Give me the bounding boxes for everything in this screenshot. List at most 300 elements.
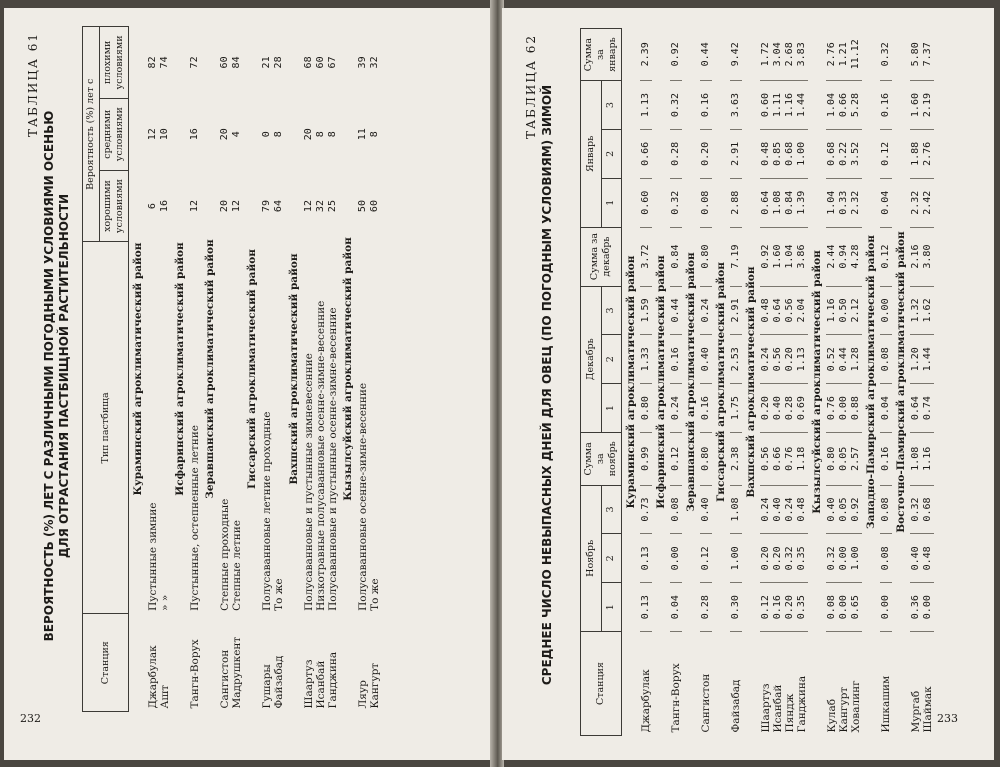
table-row <box>147 27 159 712</box>
region-heading: Западно-Памирский агроклиматический район <box>865 235 877 529</box>
header-january: Январь <box>581 81 602 227</box>
value-cell-jan-d2: 0.85 <box>772 129 784 178</box>
table-62-title-line1: СРЕДНЕЕ ЧИСЛО НЕВЫПАСНЫХ ДНЕЙ ДЛЯ ОВЕЦ (ПО ПОГОДНЫМ УСЛОВИЯМ) ЗИМОЙ <box>540 84 554 686</box>
station-cell: Исанбай <box>772 684 784 733</box>
table-61-title-line1: ВЕРОЯТНОСТЬ (%) ЛЕТ С РАЗЛИЧНЫМИ ПОГОДНЫМИ УСЛОВИЯМИ ОСЕНЬЮ <box>42 110 56 642</box>
value-cell-jan-d2: 0.68 <box>784 129 796 178</box>
value-cell-nov-d2: 0.20 <box>772 534 784 583</box>
table-row <box>189 27 201 712</box>
header-dec-decade-2: 2 <box>601 335 622 384</box>
value-cell-dec-d1: 0.24 <box>670 384 682 433</box>
table-61 <box>82 26 381 712</box>
value-cell-nov-d1: 0.13 <box>640 583 652 632</box>
medium-value-cell: 11 <box>357 128 368 141</box>
value-cell-jan-sum: 0.92 <box>670 29 682 81</box>
value-cell-dec-d2: 1.28 <box>850 335 862 384</box>
header-pasture-type: Тип пастбища <box>83 242 129 614</box>
table-row <box>850 29 862 736</box>
value-cell-dec-d3: 2.04 <box>796 286 808 335</box>
table-62 <box>580 28 934 736</box>
value-cell-jan-d1: 0.84 <box>784 178 796 227</box>
station-cell: Шаартуз <box>303 659 315 709</box>
table-61-title-line2: ДЛЯ ОТРАСТАНИЯ ПАСТБИЩНОЙ РАСТИТЕЛЬНОСТИ <box>57 193 71 559</box>
value-cell-dec-d1: 0.76 <box>826 384 838 433</box>
bad-value-cell: 84 <box>231 56 242 69</box>
header-nov-decade-1: 1 <box>601 583 622 632</box>
bad-value-cell: 60 <box>219 56 230 69</box>
station-cell: Тангн-Ворух <box>189 639 201 709</box>
station-cell: Кангурт <box>369 662 381 709</box>
value-cell-jan-sum: 0.32 <box>880 29 892 81</box>
region-heading: Гиссарский агроклиматический район <box>246 249 258 489</box>
value-cell-nov-d1: 0.04 <box>670 583 682 632</box>
value-cell-nov-d3: 0.24 <box>784 485 796 534</box>
region-row <box>892 29 910 736</box>
good-value-cell: 20 <box>219 200 230 213</box>
medium-value-cell: 20 <box>303 128 314 141</box>
value-cell-jan-d1: 0.32 <box>670 178 682 227</box>
table-row <box>303 27 315 712</box>
value-cell-jan-d1: 2.42 <box>922 178 934 227</box>
station-cell: Шаймак <box>922 686 934 733</box>
value-cell-nov-sum: 0.80 <box>826 433 838 486</box>
value-cell-jan-d3: 0.66 <box>838 81 850 130</box>
value-cell-nov-sum: 1.18 <box>796 433 808 486</box>
good-value-cell: 6 <box>147 203 158 210</box>
pasture-type-cell: Полусаванновые и пустынные осенне-зимне-весенние <box>327 307 339 611</box>
right-page <box>502 8 994 760</box>
station-cell: Джарбулак <box>147 645 159 709</box>
value-cell-jan-sum: 5.80 <box>910 29 922 81</box>
medium-value-cell: 12 <box>147 128 158 141</box>
value-cell-dec-d2: 1.13 <box>796 335 808 384</box>
station-cell: Мургаб <box>910 690 922 733</box>
value-cell-dec-d3: 0.24 <box>700 286 712 335</box>
value-cell-jan-sum: 2.39 <box>640 29 652 81</box>
value-cell-nov-d3: 0.48 <box>796 485 808 534</box>
value-cell-nov-d2: 0.32 <box>826 534 838 583</box>
value-cell-dec-d1: 0.16 <box>700 384 712 433</box>
value-cell-nov-d3: 0.08 <box>880 485 892 534</box>
good-value-cell: 12 <box>231 200 242 213</box>
value-cell-jan-d1: 2.88 <box>730 178 742 227</box>
value-cell-nov-d1: 0.30 <box>730 583 742 632</box>
bad-value-cell: 68 <box>303 56 314 69</box>
header-good-conditions: хорошими условиями <box>100 170 129 242</box>
value-cell-jan-d2: 2.91 <box>730 129 742 178</box>
value-cell-jan-d1: 2.32 <box>850 178 862 227</box>
value-cell-jan-d2: 0.22 <box>838 129 850 178</box>
value-cell-dec-d2: 0.20 <box>784 335 796 384</box>
left-page <box>4 8 494 760</box>
station-cell: Сангистон <box>219 649 231 709</box>
station-cell: Ишкашим <box>880 675 892 733</box>
region-row <box>171 27 189 712</box>
value-cell-nov-d2: 0.12 <box>700 534 712 583</box>
value-cell-dec-d3: 0.56 <box>784 286 796 335</box>
medium-value-cell: 8 <box>315 131 326 138</box>
pasture-type-cell: Полусаванновые осенне-зимне-весенние <box>357 382 369 611</box>
medium-value-cell: 8 <box>369 131 380 138</box>
medium-value-cell: 20 <box>219 128 230 141</box>
table-row <box>219 27 231 712</box>
region-heading: Вахшский агроклиматический район <box>745 266 757 498</box>
value-cell-jan-d1: 1.39 <box>796 178 808 227</box>
value-cell-nov-d3: 0.05 <box>838 485 850 534</box>
value-cell-nov-d2: 0.13 <box>640 534 652 583</box>
value-cell-nov-sum: 2.38 <box>730 433 742 486</box>
value-cell-dec-d1: 0.40 <box>772 384 784 433</box>
table-61-body <box>129 27 382 712</box>
table-62-body <box>622 29 935 736</box>
value-cell-nov-sum: 0.66 <box>772 433 784 486</box>
value-cell-dec-d2: 0.52 <box>826 335 838 384</box>
bad-value-cell: 74 <box>159 56 170 69</box>
station-cell: Исанбай <box>315 660 327 709</box>
value-cell-nov-sum: 0.76 <box>784 433 796 486</box>
header-probability-group: Вероятность (%) лет с <box>83 27 100 242</box>
value-cell-dec-sum: 0.92 <box>760 227 772 286</box>
value-cell-dec-d2: 1.20 <box>910 335 922 384</box>
station-cell: Мадрушкент <box>231 636 243 709</box>
value-cell-nov-sum: 0.05 <box>838 433 850 486</box>
bad-value-cell: 39 <box>357 56 368 69</box>
table-row <box>231 27 243 712</box>
value-cell-nov-d1: 0.00 <box>922 583 934 632</box>
value-cell-jan-d2: 0.68 <box>826 129 838 178</box>
value-cell-jan-d1: 0.60 <box>640 178 652 227</box>
pasture-type-cell: То же <box>273 578 285 611</box>
header-jan-decade-3: 3 <box>601 81 622 130</box>
station-cell: Кангурт <box>838 686 850 733</box>
value-cell-jan-d2: 0.66 <box>640 129 652 178</box>
station-cell: Гушары <box>261 664 273 709</box>
value-cell-jan-d3: 1.13 <box>640 81 652 130</box>
value-cell-nov-d2: 1.00 <box>850 534 862 583</box>
table-row <box>730 29 742 736</box>
value-cell-jan-d3: 0.32 <box>670 81 682 130</box>
value-cell-jan-sum: 3.83 <box>796 29 808 81</box>
value-cell-dec-sum: 3.86 <box>796 227 808 286</box>
value-cell-jan-d2: 1.00 <box>796 129 808 178</box>
value-cell-dec-d1: 0.74 <box>922 384 934 433</box>
value-cell-jan-sum: 0.44 <box>700 29 712 81</box>
value-cell-dec-d3: 1.16 <box>826 286 838 335</box>
station-cell: Сангистон <box>700 673 712 733</box>
value-cell-nov-d1: 0.36 <box>910 583 922 632</box>
table-row <box>880 29 892 736</box>
value-cell-dec-d3: 0.00 <box>880 286 892 335</box>
station-cell: Ховалинг <box>850 680 862 733</box>
value-cell-dec-sum: 3.80 <box>922 227 934 286</box>
station-cell: Ашт <box>159 684 171 709</box>
value-cell-dec-d1: 0.88 <box>850 384 862 433</box>
table-row <box>315 27 327 712</box>
value-cell-nov-d1: 0.28 <box>700 583 712 632</box>
value-cell-dec-d3: 1.59 <box>640 286 652 335</box>
value-cell-dec-d3: 2.12 <box>850 286 862 335</box>
value-cell-jan-sum: 1.21 <box>838 29 850 81</box>
value-cell-jan-sum: 11.12 <box>850 29 862 81</box>
good-value-cell: 64 <box>273 200 284 213</box>
value-cell-dec-d2: 0.08 <box>880 335 892 384</box>
pasture-type-cell: Полусаванновые и пустынные зимневесенние <box>303 353 315 611</box>
medium-value-cell: 8 <box>327 131 338 138</box>
value-cell-jan-sum: 7.37 <box>922 29 934 81</box>
value-cell-jan-d3: 2.19 <box>922 81 934 130</box>
value-cell-nov-d2: 0.20 <box>760 534 772 583</box>
pasture-type-cell: То же <box>369 578 381 611</box>
value-cell-jan-d1: 0.08 <box>700 178 712 227</box>
value-cell-jan-d3: 5.28 <box>850 81 862 130</box>
value-cell-nov-d2: 0.00 <box>838 534 850 583</box>
bad-value-cell: 67 <box>327 56 338 69</box>
good-value-cell: 32 <box>315 200 326 213</box>
value-cell-nov-d3: 0.68 <box>922 485 934 534</box>
value-cell-jan-d3: 1.16 <box>784 81 796 130</box>
value-cell-jan-d3: 0.60 <box>760 81 772 130</box>
value-cell-jan-sum: 2.68 <box>784 29 796 81</box>
good-value-cell: 12 <box>189 200 200 213</box>
value-cell-nov-sum: 0.16 <box>880 433 892 486</box>
right-page-content <box>524 28 984 742</box>
region-heading: Гиссарский агроклиматический район <box>715 262 727 502</box>
station-cell: Джарбулак <box>640 669 652 733</box>
header-jan-decade-1: 1 <box>601 178 622 227</box>
value-cell-jan-d3: 0.16 <box>880 81 892 130</box>
bad-value-cell: 82 <box>147 56 158 69</box>
value-cell-nov-sum: 2.57 <box>850 433 862 486</box>
value-cell-nov-d1: 0.20 <box>784 583 796 632</box>
value-cell-nov-d3: 0.40 <box>826 485 838 534</box>
table-row <box>772 29 784 736</box>
value-cell-jan-d3: 1.60 <box>910 81 922 130</box>
table-row <box>670 29 682 736</box>
table-row <box>796 29 808 736</box>
medium-value-cell: 0 <box>261 131 272 138</box>
value-cell-dec-d1: 0.69 <box>796 384 808 433</box>
bad-value-cell: 21 <box>261 56 272 69</box>
station-cell: Ганджина <box>796 675 808 733</box>
medium-value-cell: 4 <box>231 131 242 138</box>
value-cell-jan-d3: 0.16 <box>700 81 712 130</box>
header-medium-conditions: средними условиями <box>100 98 129 170</box>
region-heading: Исфаринский агроклиматический район <box>655 255 667 509</box>
value-cell-jan-d2: 3.52 <box>850 129 862 178</box>
value-cell-dec-d2: 0.40 <box>700 335 712 384</box>
value-cell-nov-d3: 0.08 <box>670 485 682 534</box>
value-cell-dec-d2: 0.24 <box>760 335 772 384</box>
pasture-type-cell: Степные проходные <box>219 498 231 611</box>
table-61-title <box>42 66 72 686</box>
table-row <box>760 29 772 736</box>
value-cell-dec-d1: 0.04 <box>880 384 892 433</box>
value-cell-dec-d1: 0.28 <box>784 384 796 433</box>
header-bad-conditions: плохими условиями <box>100 27 129 99</box>
good-value-cell: 60 <box>369 200 380 213</box>
value-cell-dec-d1: 0.20 <box>760 384 772 433</box>
value-cell-dec-sum: 1.04 <box>784 227 796 286</box>
good-value-cell: 50 <box>357 200 368 213</box>
value-cell-dec-sum: 3.72 <box>640 227 652 286</box>
value-cell-nov-d3: 0.92 <box>850 485 862 534</box>
value-cell-dec-d2: 0.44 <box>838 335 850 384</box>
region-row <box>285 27 303 712</box>
header-december-sum: Сумма за декабрь <box>581 227 622 286</box>
table-62-label: ТАБЛИЦА 62 <box>524 34 538 140</box>
good-value-cell: 25 <box>327 200 338 213</box>
value-cell-dec-sum: 4.28 <box>850 227 862 286</box>
value-cell-nov-sum: 1.08 <box>910 433 922 486</box>
value-cell-jan-d2: 0.28 <box>670 129 682 178</box>
station-cell: Тангн-Ворух <box>670 663 682 733</box>
value-cell-jan-d2: 2.76 <box>922 129 934 178</box>
table-row <box>369 27 381 712</box>
value-cell-dec-d1: 0.00 <box>838 384 850 433</box>
value-cell-nov-d2: 0.00 <box>670 534 682 583</box>
value-cell-nov-d2: 0.08 <box>880 534 892 583</box>
region-heading: Кураминский агроклиматический район <box>625 255 637 509</box>
value-cell-jan-d2: 1.88 <box>910 129 922 178</box>
header-november: Ноябрь <box>581 485 602 631</box>
value-cell-dec-d2: 1.44 <box>922 335 934 384</box>
good-value-cell: 16 <box>159 200 170 213</box>
value-cell-dec-d3: 1.32 <box>910 286 922 335</box>
value-cell-nov-d3: 0.40 <box>772 485 784 534</box>
value-cell-jan-d2: 0.48 <box>760 129 772 178</box>
value-cell-nov-d2: 0.35 <box>796 534 808 583</box>
value-cell-dec-d3: 2.91 <box>730 286 742 335</box>
header-november-sum: Сумма за ноябрь <box>581 433 622 486</box>
value-cell-dec-d2: 2.53 <box>730 335 742 384</box>
bad-value-cell: 60 <box>315 56 326 69</box>
table-row <box>922 29 934 736</box>
value-cell-dec-d2: 1.33 <box>640 335 652 384</box>
region-heading: Восточно-Памирский агроклиматический район <box>895 231 907 533</box>
bad-value-cell: 72 <box>189 56 200 69</box>
table-row <box>159 27 171 712</box>
value-cell-jan-d1: 2.32 <box>910 178 922 227</box>
header-station: Станция <box>83 614 129 712</box>
value-cell-dec-d3: 0.64 <box>772 286 784 335</box>
left-page-content <box>26 26 486 726</box>
value-cell-dec-sum: 0.80 <box>700 227 712 286</box>
value-cell-nov-d1: 0.16 <box>772 583 784 632</box>
value-cell-nov-sum: 0.12 <box>670 433 682 486</box>
header-december: Декабрь <box>581 286 602 432</box>
station-cell: Файзабад <box>730 679 742 733</box>
header-dec-decade-1: 1 <box>601 384 622 433</box>
bad-value-cell: 32 <box>369 56 380 69</box>
value-cell-jan-d1: 1.08 <box>772 178 784 227</box>
medium-value-cell: 8 <box>273 131 284 138</box>
value-cell-nov-d3: 1.08 <box>730 485 742 534</box>
region-row <box>129 27 148 712</box>
good-value-cell: 12 <box>303 200 314 213</box>
table-62-title <box>540 68 555 702</box>
region-row <box>808 29 826 736</box>
value-cell-jan-d3: 3.63 <box>730 81 742 130</box>
value-cell-jan-sum: 9.42 <box>730 29 742 81</box>
region-row <box>243 27 261 712</box>
value-cell-jan-d1: 0.04 <box>880 178 892 227</box>
value-cell-jan-sum: 2.76 <box>826 29 838 81</box>
table-row <box>357 27 369 712</box>
region-row <box>339 27 357 712</box>
value-cell-dec-d1: 0.64 <box>910 384 922 433</box>
region-heading: Зеравшанский агроклиматический район <box>204 239 216 499</box>
value-cell-nov-d2: 0.32 <box>784 534 796 583</box>
pasture-type-cell: Полусаванновые летние проходные <box>261 411 273 611</box>
table-row <box>826 29 838 736</box>
good-value-cell: 79 <box>261 200 272 213</box>
value-cell-dec-d3: 0.44 <box>670 286 682 335</box>
value-cell-dec-sum: 1.60 <box>772 227 784 286</box>
value-cell-nov-sum: 0.99 <box>640 433 652 486</box>
value-cell-dec-sum: 2.16 <box>910 227 922 286</box>
table-row <box>327 27 339 712</box>
value-cell-jan-d2: 0.20 <box>700 129 712 178</box>
value-cell-dec-sum: 2.44 <box>826 227 838 286</box>
table-row <box>640 29 652 736</box>
region-row <box>622 29 641 736</box>
value-cell-nov-d1: 0.65 <box>850 583 862 632</box>
region-row <box>201 27 219 712</box>
value-cell-nov-d2: 0.48 <box>922 534 934 583</box>
page-number-left: 232 <box>20 712 41 725</box>
station-cell: Кулаб <box>826 698 838 733</box>
value-cell-nov-d2: 1.00 <box>730 534 742 583</box>
page-number-right: 233 <box>937 712 958 725</box>
station-cell: Ганджина <box>327 651 339 709</box>
value-cell-jan-sum: 3.04 <box>772 29 784 81</box>
value-cell-dec-sum: 0.94 <box>838 227 850 286</box>
table-row <box>784 29 796 736</box>
header-dec-decade-3: 3 <box>601 286 622 335</box>
header-january-sum: Сумма за январь <box>581 29 622 81</box>
table-row <box>838 29 850 736</box>
region-heading: Исфаринский агроклиматический район <box>174 242 186 496</box>
region-heading: Вахшский агроклиматический район <box>288 253 300 485</box>
value-cell-dec-d1: 1.75 <box>730 384 742 433</box>
value-cell-nov-sum: 0.56 <box>760 433 772 486</box>
value-cell-nov-d2: 0.40 <box>910 534 922 583</box>
header-station: Станция <box>581 632 622 736</box>
table-row <box>261 27 273 712</box>
station-cell: Файзабад <box>273 655 285 709</box>
value-cell-dec-d2: 0.56 <box>772 335 784 384</box>
medium-value-cell: 16 <box>189 128 200 141</box>
pasture-type-cell: » » <box>159 594 171 611</box>
table-61-label: ТАБЛИЦА 61 <box>26 32 40 138</box>
pasture-type-cell: Низкотравные полусаванновые осенне-зимне-весенние <box>315 300 327 611</box>
value-cell-dec-sum: 7.19 <box>730 227 742 286</box>
region-heading: Кураминский агроклиматический район <box>132 242 144 496</box>
pasture-type-cell: Пустынные, остепненные летние <box>189 425 201 611</box>
value-cell-nov-sum: 1.16 <box>922 433 934 486</box>
table-row <box>910 29 922 736</box>
header-nov-decade-2: 2 <box>601 534 622 583</box>
value-cell-nov-d1: 0.00 <box>880 583 892 632</box>
value-cell-jan-d3: 1.44 <box>796 81 808 130</box>
value-cell-jan-sum: 1.72 <box>760 29 772 81</box>
header-jan-decade-2: 2 <box>601 129 622 178</box>
region-row <box>742 29 760 736</box>
value-cell-dec-d3: 0.48 <box>760 286 772 335</box>
region-row <box>712 29 730 736</box>
region-heading: Кызылсуйский агроклиматический район <box>811 250 823 514</box>
station-cell: Ляур <box>357 680 369 709</box>
